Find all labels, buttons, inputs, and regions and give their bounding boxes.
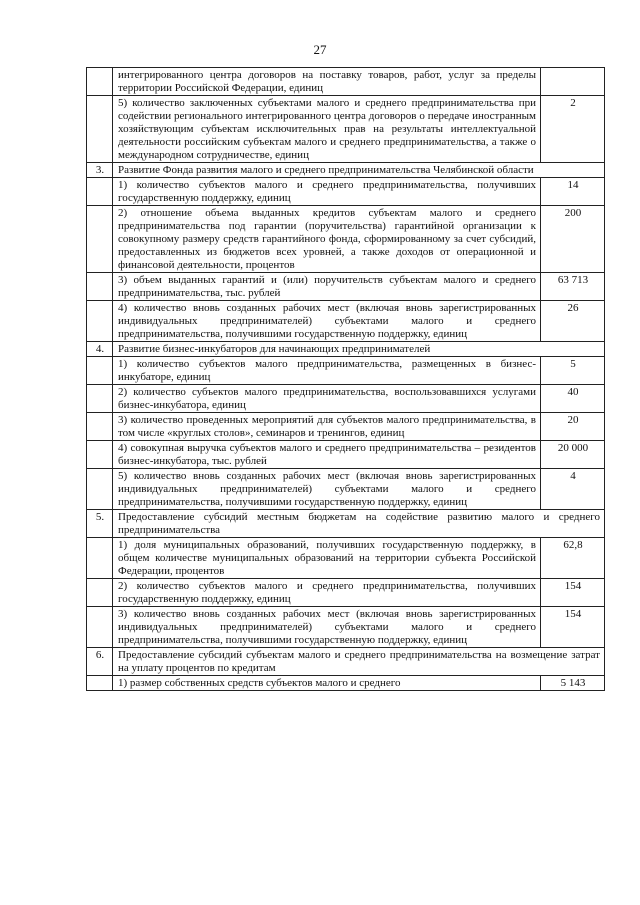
indicator-row [87,469,605,510]
row-number-cell [87,68,113,96]
section-number: 4. [87,342,113,357]
indicator-row [87,273,605,301]
indicator-value: 4 [541,469,605,510]
row-number-cell [87,676,113,691]
indicator-value: 154 [541,607,605,648]
section-number: 3. [87,163,113,178]
page-number: 27 [313,42,327,57]
indicators-table [86,67,605,691]
indicator-value: 14 [541,178,605,206]
indicator-row [87,607,605,648]
indicator-value: 62,8 [541,538,605,579]
section-title: Развитие бизнес-инкубаторов для начинающих предпринимателей [113,342,605,357]
indicator-description: 2) количество субъектов малого и среднего предпринимательства, получивших государственную поддержку, единиц [113,579,541,607]
indicator-value: 2 [541,96,605,163]
indicator-row [87,301,605,342]
indicator-description: интегрированного центра договоров на поставку товаров, работ, услуг за пределы территории Российской Федерации, единиц [113,68,541,96]
indicator-value: 154 [541,579,605,607]
row-number-cell [87,301,113,342]
row-number-cell [87,469,113,510]
indicator-row [87,96,605,163]
indicator-value: 5 [541,357,605,385]
indicator-row [87,676,605,691]
row-number-cell [87,538,113,579]
section-title: Предоставление субсидий субъектам малого и среднего предпринимательства на возмещение затрат на уплату процентов по кредитам [113,648,605,676]
indicator-description: 4) совокупная выручка субъектов малого и среднего предпринимательства – резидентов бизнес-инкубатора, тыс. рублей [113,441,541,469]
row-number-cell [87,385,113,413]
indicator-description: 1) количество субъектов малого предпринимательства, размещенных в бизнес-инкубаторе, единиц [113,357,541,385]
indicator-description: 1) доля муниципальных образований, получивших государственную поддержку, в общем количестве муниципальных образований на территории субъекта Российской Федерации, процентов [113,538,541,579]
indicator-row [87,178,605,206]
row-number-cell [87,273,113,301]
indicator-description: 5) количество вновь созданных рабочих мест (включая вновь зарегистрированных индивидуальных предпринимателей) субъектами малого и среднего предпринимательства, получившими государственную поддержку, единиц [113,469,541,510]
indicator-description: 3) количество проведенных мероприятий для субъектов малого предпринимательства, в том числе «круглых столов», семинаров и тренингов, единиц [113,413,541,441]
section-row [87,648,605,676]
indicator-value [541,68,605,96]
indicator-description: 3) объем выданных гарантий и (или) поручительств субъектам малого и среднего предпринимательства, тыс. рублей [113,273,541,301]
indicator-description: 1) количество субъектов малого и среднего предпринимательства, получивших государственную поддержку, единиц [113,178,541,206]
row-number-cell [87,96,113,163]
section-number: 6. [87,648,113,676]
indicator-row [87,441,605,469]
row-number-cell [87,413,113,441]
indicator-value: 40 [541,385,605,413]
row-number-cell [87,579,113,607]
section-row [87,342,605,357]
section-row [87,163,605,178]
indicator-description: 3) количество вновь созданных рабочих мест (включая вновь зарегистрированных индивидуальных предпринимателей) субъектами малого и среднего предпринимательства, получившими государственную поддержку, единиц [113,607,541,648]
indicator-value: 26 [541,301,605,342]
row-number-cell [87,357,113,385]
indicator-value: 5 143 [541,676,605,691]
indicator-value: 200 [541,206,605,273]
row-number-cell [87,206,113,273]
section-number: 5. [87,510,113,538]
indicator-value: 20 000 [541,441,605,469]
indicator-description: 4) количество вновь созданных рабочих мест (включая вновь зарегистрированных индивидуальных предпринимателей) субъектами малого и среднего предпринимательства, получившими государственную поддержку, единиц [113,301,541,342]
indicator-row [87,357,605,385]
row-number-cell [87,178,113,206]
indicator-row [87,538,605,579]
indicator-description: 2) отношение объема выданных кредитов субъектам малого и среднего предпринимательства под гарантии (поручительства) гарантийной организации к совокупному размеру средств гарантийного фонда, сформированному за счет субсидий, предоставленных из бюджетов всех уровней, а также доходов от операционной и финансовой деятельности, процентов [113,206,541,273]
section-title: Предоставление субсидий местным бюджетам на содействие развитию малого и среднего предпринимательства [113,510,605,538]
indicator-row [87,206,605,273]
indicator-row [87,385,605,413]
row-number-cell [87,607,113,648]
section-title: Развитие Фонда развития малого и среднего предпринимательства Челябинской области [113,163,605,178]
indicator-value: 63 713 [541,273,605,301]
indicator-row [87,413,605,441]
section-row [87,510,605,538]
row-number-cell [87,441,113,469]
indicator-description: 1) размер собственных средств субъектов малого и среднего [113,676,541,691]
indicator-row [87,579,605,607]
indicators-table-body [87,68,605,691]
indicator-value: 20 [541,413,605,441]
indicator-row [87,68,605,96]
indicator-description: 2) количество субъектов малого предпринимательства, воспользовавшихся услугами бизнес-инкубатора, единиц [113,385,541,413]
indicator-description: 5) количество заключенных субъектами малого и среднего предпринимательства при содействии регионального интегрированного центра договоров о передаче иностранным хозяйствующим субъектам исключительных прав на результаты интеллектуальной деятельности российским субъектам малого и среднего предпринимательства, а также о международном сотрудничестве, единиц [113,96,541,163]
